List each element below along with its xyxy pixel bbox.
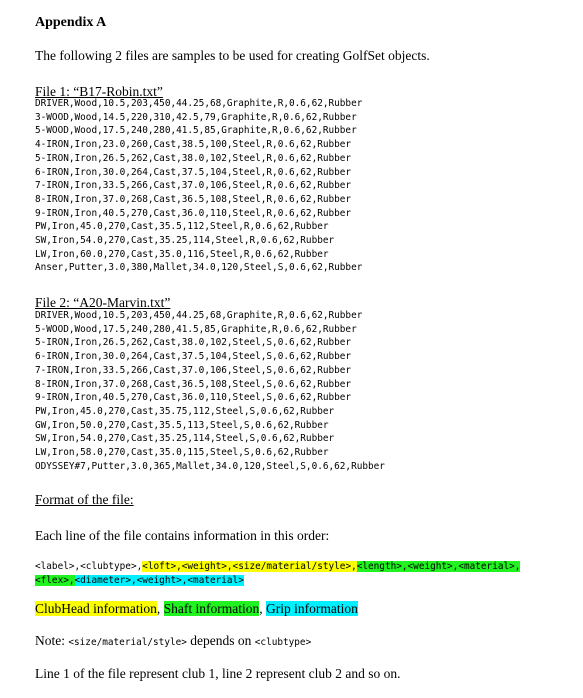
legend-separator-2: ,: [259, 601, 266, 616]
code-line: DRIVER,Wood,10.5,203,450,44.25,68,Graphite,R,0.6,62,Rubber: [35, 98, 363, 109]
format-legend: [35, 601, 358, 617]
code-line: GW,Iron,50.0,270,Cast,35.5,113,Steel,S,0.6,62,Rubber: [35, 419, 329, 431]
file2-lines: [35, 309, 385, 473]
code-line: 8-IRON,Iron,37.0,268,Cast,36.5,108,Steel,S,0.6,62,Rubber: [35, 378, 352, 390]
code-line: DRIVER,Wood,10.5,203,450,44.25,68,Graphite,R,0.6,62,Rubber: [35, 310, 363, 321]
code-line: Anser,Putter,3.0,380,Mallet,34.0,120,Steel,S,0.6,62,Rubber: [35, 262, 363, 274]
legend-grip: Grip information: [265, 601, 358, 616]
note-middle: depends on: [186, 633, 255, 648]
legend-separator-1: ,: [156, 601, 164, 616]
code-line: 9-IRON,Iron,40.5,270,Cast,36.0,110,Steel,R,0.6,62,Rubber: [35, 207, 352, 219]
file1-lines: [35, 97, 362, 275]
legend-shaft: Shaft information: [163, 601, 260, 616]
code-line: 3-WOOD,Wood,14.5,220,310,42.5,79,Graphite,R,0.6,62,Rubber: [35, 111, 357, 123]
format-spec-clubhead: <loft>,<weight>,<size/material/style>,: [142, 561, 357, 572]
format-spec: [35, 560, 525, 588]
code-line: 6-IRON,Iron,30.0,264,Cast,37.5,104,Steel,S,0.6,62,Rubber: [35, 351, 352, 363]
file1-heading: File 1: “B17-Robin.txt”: [35, 84, 163, 99]
code-line: 9-IRON,Iron,40.5,270,Cast,36.0,110,Steel,S,0.6,62,Rubber: [35, 392, 352, 404]
format-spec-grip: <diameter>,<weight>,<material>: [74, 574, 244, 586]
code-line: SW,Iron,54.0,270,Cast,35.25,114,Steel,S,0.6,62,Rubber: [35, 433, 335, 445]
code-line: 5-IRON,Iron,26.5,262,Cast,38.0,102,Steel,R,0.6,62,Rubber: [35, 152, 352, 164]
closing-line: Line 1 of the file represent club 1, line 2 represent club 2 and so on.: [35, 666, 401, 681]
code-line: 5-WOOD,Wood,17.5,240,280,41.5,85,Graphite,R,0.6,62,Rubber: [35, 125, 357, 137]
code-line: LW,Iron,60.0,270,Cast,35.0,116,Steel,R,0.6,62,Rubber: [35, 248, 329, 260]
legend-clubhead: ClubHead information: [35, 601, 157, 616]
note-code-size-material-style: <size/material/style>: [68, 637, 187, 648]
code-line: PW,Iron,45.0,270,Cast,35.75,112,Steel,S,0.6,62,Rubber: [35, 405, 335, 417]
format-description: Each line of the file contains information in this order:: [35, 528, 330, 543]
appendix-intro: The following 2 files are samples to be used for creating GolfSet objects.: [35, 48, 430, 63]
code-line: 8-IRON,Iron,37.0,268,Cast,36.5,108,Steel,R,0.6,62,Rubber: [35, 193, 352, 205]
code-line: 7-IRON,Iron,33.5,266,Cast,37.0,106,Steel,S,0.6,62,Rubber: [35, 364, 352, 376]
code-line: 6-IRON,Iron,30.0,264,Cast,37.5,104,Steel,R,0.6,62,Rubber: [35, 166, 352, 178]
format-spec-plain: <label>,<clubtype>,: [35, 561, 143, 572]
note-prefix: Note:: [35, 633, 69, 648]
appendix-title: Appendix A: [35, 15, 107, 30]
code-line: ODYSSEY#7,Putter,3.0,365,Mallet,34.0,120,Steel,S,0.6,62,Rubber: [35, 460, 385, 472]
format-spec-shaft: <length>,<weight>,<material>,<flex>,: [35, 561, 521, 586]
note-code-clubtype: <clubtype>: [254, 637, 312, 648]
file2-heading: File 2: “A20-Marvin.txt”: [35, 295, 171, 310]
code-line: SW,Iron,54.0,270,Cast,35.25,114,Steel,R,0.6,62,Rubber: [35, 235, 335, 247]
code-line: 7-IRON,Iron,33.5,266,Cast,37.0,106,Steel,R,0.6,62,Rubber: [35, 180, 352, 192]
code-line: PW,Iron,45.0,270,Cast,35.5,112,Steel,R,0.6,62,Rubber: [35, 221, 329, 233]
format-heading: Format of the file:: [35, 492, 134, 507]
code-line: LW,Iron,58.0,270,Cast,35.0,115,Steel,S,0.6,62,Rubber: [35, 447, 329, 459]
code-line: 5-IRON,Iron,26.5,262,Cast,38.0,102,Steel,S,0.6,62,Rubber: [35, 337, 352, 349]
format-note: [35, 633, 311, 649]
code-line: 4-IRON,Iron,23.0,260,Cast,38.5,100,Steel,R,0.6,62,Rubber: [35, 139, 352, 151]
code-line: 5-WOOD,Wood,17.5,240,280,41.5,85,Graphite,R,0.6,62,Rubber: [35, 323, 357, 335]
